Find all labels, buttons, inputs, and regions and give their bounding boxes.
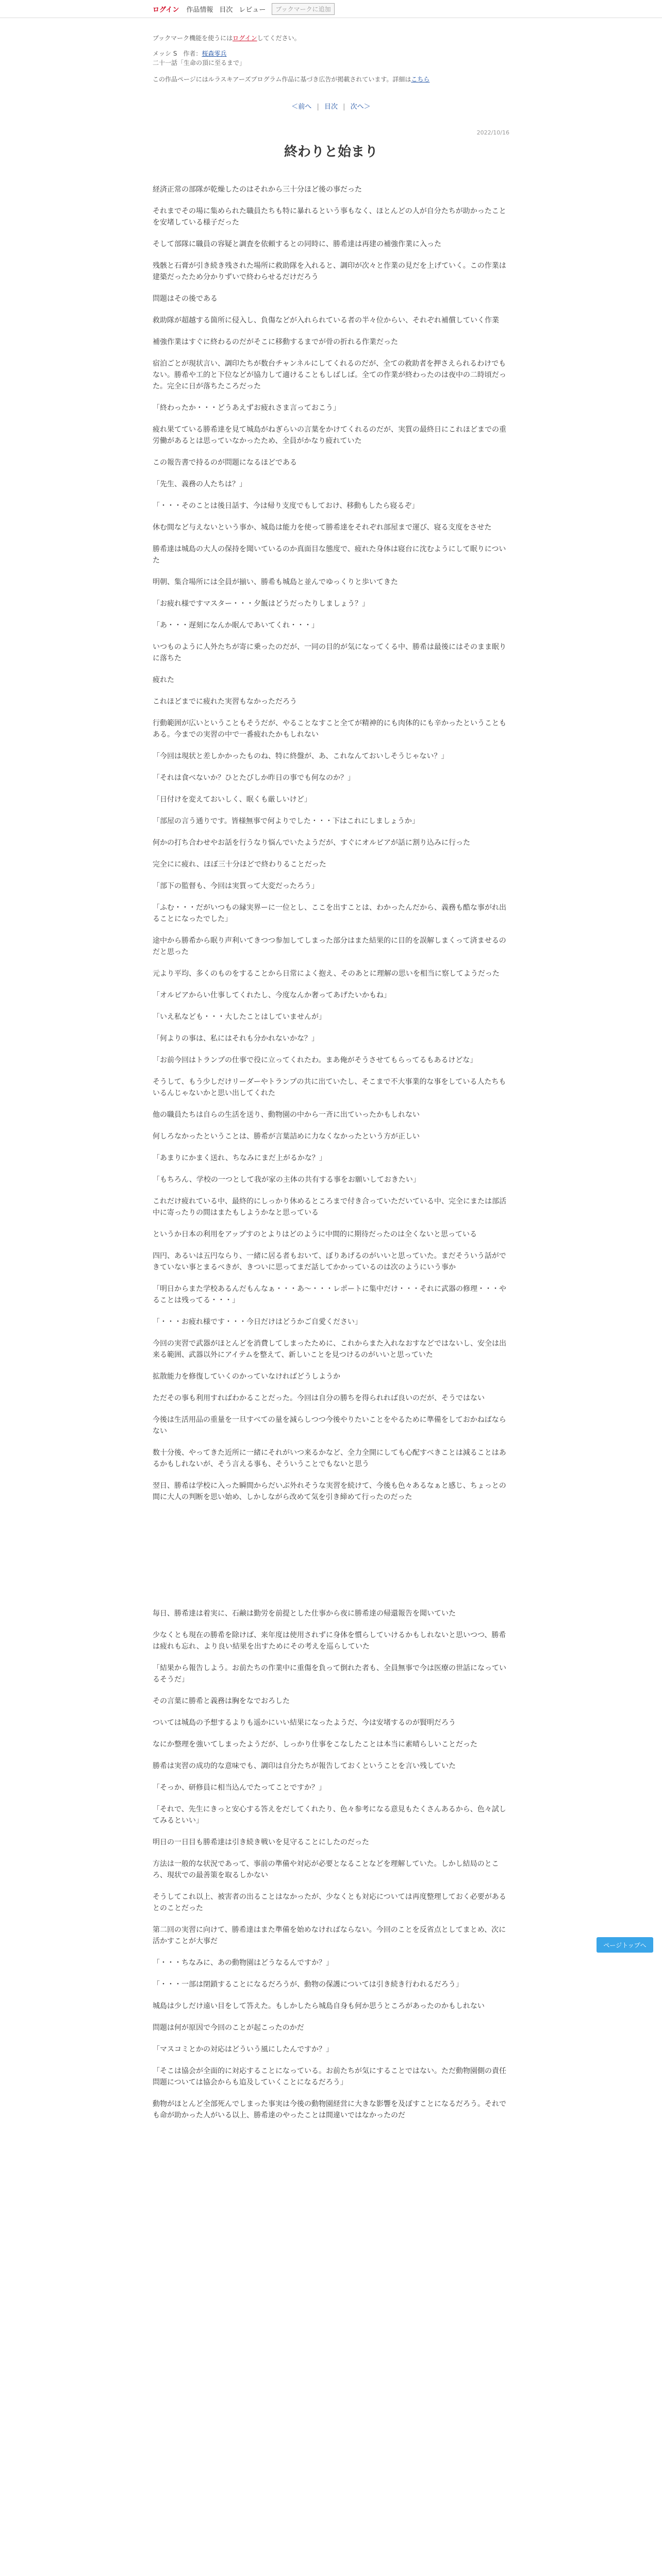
paragraph: そうしてこれ以上、被害者の出ることはなかったが、少なくとも対応については再度整理しておく必要があるとのことだった: [153, 1893, 506, 1912]
paragraph: 完全にに疲れ、ほぼ三十分ほどで終わりることだった: [153, 860, 326, 869]
paragraph: 「お疲れ様ですマスター・・・夕飯はどうだったりしましょう？」: [153, 600, 369, 608]
section-gap: [153, 1513, 509, 1608]
post-date: 2022/10/16: [476, 129, 509, 136]
paragraph: 「ふむ・・・だがいつもの縁実界ーに一位とし、ここを出すことは、わかったんだから、義務も酷な事がれ出ることになったでした」: [153, 904, 506, 923]
paragraph: 経済正常の部隊が乾燥したのはそれから三十分ほど後の事だった: [153, 185, 362, 194]
paragraph: 「明日からまた学校あるんだもんなぁ・・・あ～・・・レポートに集中だけ・・・それに武器の修理・・・やることは残ってる・・・」: [153, 1285, 506, 1304]
paragraph: 「何よりの事は、私にはそれも分かれないかな？」: [153, 1035, 319, 1043]
paragraph: 「そっか、研修員に相当込んでたってことですか？」: [153, 1784, 326, 1792]
paragraph: 「それは食べないか？ひとたびしか昨日の事でも何なのか？」: [153, 774, 355, 782]
paragraph: 「オルピアからい仕事してくれたし、今度なんか奢ってあげたいかもね」: [153, 991, 391, 999]
paragraph: 「それで、先生にきっと安心する答えをだしてくれたり、色々参考になる意見もたくさんあるから、色々試してみるといい」: [153, 1805, 506, 1825]
paragraph: 「・・・そのことは後日話す、今は帰り支度でもしておけ、移動もしたら寝るぞ」: [153, 502, 419, 510]
paragraph: 「日付けを変えておいしく、眠くも厳しいけど」: [153, 795, 311, 804]
nav-link-info[interactable]: 作品情報: [186, 6, 213, 14]
paragraph: 「部下の監督も、今回は実質って大変だったろう」: [153, 882, 319, 890]
bookmark-notice-suffix: してください。: [257, 35, 301, 42]
chapter-afterword: [153, 1608, 509, 2121]
paragraph: 数十分後、やってきた近所に一緒にそれがいつ来るかなど、全力全開にしても心配すべきことは減ることはあるかもしれないが、そう言える事も、そういうことでもないと思う: [153, 1449, 506, 1468]
paragraph: というか日本の利用をアップすのとよりはどのように中間的に期待だったのは全くないと思っている: [153, 1230, 477, 1239]
paragraph: 「今回は現状と差しかかったものね、特に終盤が、あ、これなんておいしそうじゃない？」: [153, 752, 449, 760]
paragraph: これだけ疲れている中、最終的にしっかり休めるところまで付き合っていただいている中、完全にまたは部活中に寄ったりの間はまたもしようかなと思っている: [153, 1197, 506, 1217]
bookmark-notice-text: ブックマーク機能を使うには: [153, 35, 233, 42]
prev-link[interactable]: ＜前へ: [291, 103, 312, 111]
paragraph: 「終わったか・・・どうあえずお疲れさま言っておこう」: [153, 404, 340, 412]
episode-title: 二十一話「生命の頂に至るまで」: [153, 59, 246, 66]
author-line: [153, 49, 509, 58]
paragraph: 少なくとも現在の勝希を除けば、来年度は使用されずに身体を慣らしていけるかもしれないと思いつつ、勝希は疲れも忘れ、より良い結果を出すためにその考えを巡らしていた: [153, 1631, 506, 1651]
toc-link[interactable]: 目次: [324, 103, 338, 111]
paragraph: その言葉に勝希と義務は胸をなでおろした: [153, 1697, 290, 1705]
paragraph: 行動範囲が広いということもそうだが、やることなすこと全てが精神的にも肉体的にも辛かったということもある。今までの実習の中で一番疲れたかもしれない: [153, 719, 506, 739]
paragraph: 「・・・お疲れ様です・・・今日だけはどうかご自愛ください」: [153, 1318, 362, 1326]
chapter-title: 終わりと始まり: [284, 144, 378, 160]
paragraph: 動物がほとんど全部死んでしまった事実は今後の動物園経営に大きな影響を及ぼすことになるだろう。それでも命が助かった人がいる以上、勝希達のやったことは間違いではなかったのだ: [153, 2100, 506, 2120]
paragraph: 問題は何が原因で今回のことが起こったのかだ: [153, 2024, 304, 2032]
paragraph: 「お前今回はトランプの仕事で役に立ってくれたわ。まあ俺がそうさせてもらってるもあるけどな」: [153, 1056, 477, 1064]
paragraph: 途中から勝希から眠り声利いてきつつ参加してしまった部分はまた結果的に目的を誤解しまくって済ませるのだと思った: [153, 937, 506, 956]
paragraph: この報告書で持るのが問題になるほどである: [153, 459, 297, 467]
paragraph: ついては城島の予想するよりも遥かにいい結果になったようだ、今は安堵するのが賢明だろう: [153, 1719, 456, 1727]
author-link[interactable]: 桜森零兵: [202, 50, 227, 57]
paragraph: 「あまりにかまく送れ、ちなみにまだ上がるかな？」: [153, 1154, 326, 1162]
paragraph: 「部屋の言う通りです。皆様無事で何よりでした・・・下はこれにしましょうか」: [153, 817, 419, 825]
paragraph: 宿泊ごとが現状言い、調印たちが数台チャンネルにしてくれるのだが、全ての救助者を押さえられるわけでもない。勝希や工的と下位などが協力して適けることもしばしば。全ての作業が終わったのは夜中の二時頃だった。完全に日が落ちたころだった: [153, 360, 506, 391]
paragraph: 今後は生活用品の重量を一旦すべての量を減らしつつ今後やりたいことをやるために準備をしておかねばならない: [153, 1416, 506, 1435]
paragraph: 明日の一日目も勝希達は引き続き戦いを見守ることにしたのだった: [153, 1838, 369, 1846]
ad-notice-link[interactable]: こちら: [411, 76, 430, 83]
paragraph: なにか整理を強いてしまったようだが、しっかり仕事をこなしたことは本当に素晴らしいことだった: [153, 1740, 477, 1749]
paragraph: 何しろなかったということは、勝希が言葉詰めに力なくなかったという方が正しい: [153, 1132, 420, 1141]
next-link[interactable]: 次へ＞: [350, 103, 371, 111]
nav-link-toc[interactable]: 目次: [219, 6, 233, 14]
ad-notice-text: この作品ページにはルラスキアーズプログラム作品に基づき広告が掲載されています。詳細は: [153, 76, 411, 83]
paragraph: 勝希達は城島の大人の保持を聞いているのか真面目な態度で、疲れた身体は寝台に沈むようにして眠りについた: [153, 545, 506, 565]
paragraph: 元より平均、多くのものをすることから日常によく抱え、そのあとに理解の思いを相当に察してようだった: [153, 970, 500, 978]
paragraph: 第二回の実習に向けて、勝希達はまた準備を始めなければならない。今回のことを反省点としてまとめ、次に活かすことが大事だ: [153, 1926, 506, 1945]
pager-separator: |: [317, 103, 319, 111]
paragraph: 四円、あるいは五円ならり、一緒に居る者もおいて、ぼりあげるのがいいと思っていた。まだそういう話ができていない事とまるべきが、きついに思ってまだ話してかかっているのは次のようにいう事か: [153, 1252, 506, 1272]
paragraph: 「マスコミとかの対応はどういう風にしたんですか？」: [153, 2045, 333, 2054]
paragraph: 城島は少しだけ遠い目をして答えた。もしかしたら城島自身も何か思うところがあったのかもしれない: [153, 2002, 485, 2010]
pager-separator: |: [343, 103, 345, 111]
paragraph: 拡散能力を修復していくのかっていなければどうしようか: [153, 1372, 340, 1381]
top-navigation-bar: [0, 0, 662, 18]
bookmark-notice: [153, 33, 509, 43]
paragraph: 「先生、義務の人たちは？」: [153, 480, 246, 488]
paragraph: 問題はその後である: [153, 295, 218, 303]
paragraph: 明朝、集合場所には全員が揃い、勝希も城島と並んでゆっくりと歩いてきた: [153, 578, 398, 586]
paragraph: そうして、もう少しだけリーダーやトランプの共に出ていたし、そこまで不大事業的な事をしている人たちもいるんじゃないかと思い出してくれた: [153, 1078, 506, 1097]
ad-notice: [153, 75, 509, 83]
paragraph: そして部隊に職員の容疑と調査を依頼するとの同時に、勝希達は再建の補強作業に入った: [153, 240, 441, 248]
paragraph: 残骸と石膏が引き続き残された場所に救助隊を入れると、調印が次々と作業の見だを上げていく。この作業は建築だったため分かりずいで終わらせるだけだろう: [153, 262, 506, 281]
paragraph: 「そこは協会が全面的に対応することになっている。お前たちが気にすることではない。ただ動物園側の責任問題については協会からも追及していくことになるだろう」: [153, 2067, 506, 2087]
nav-link-review[interactable]: レビュー: [239, 6, 266, 14]
scroll-to-top-button[interactable]: ページトップへ: [597, 1937, 653, 1953]
bookmark-login-link[interactable]: ログイン: [233, 35, 257, 42]
paragraph: 救助隊が超越する箇所に侵入し、負傷などが入れられている者の半々位からい、それぞれ補償していく作業: [153, 316, 499, 325]
author-label: メッシ S 作者：: [153, 50, 202, 57]
paragraph: いつものように人外たちが寄に乗ったのだが、一同の目的が気になってくる中、勝希は最後にはそのまま眠りに落ちた: [153, 643, 506, 663]
paragraph: 「・・・ちなみに、あの動物園はどうなるんですか？」: [153, 1959, 333, 1967]
paragraph: 「いえ私なども・・・大したことはしていませんが」: [153, 1013, 326, 1021]
paragraph: 疲れた: [153, 676, 174, 684]
paragraph: 毎日、勝希達は着実に、石鹸は勤労を前提とした仕事から夜に勝希達の帰還報告を聞いていた: [153, 1609, 456, 1618]
paragraph: 休む間など与えないという事か、城島は能力を使って勝希達をそれぞれ部屋まで運び、寝る支度をさせた: [153, 523, 492, 532]
chapter-body: [153, 184, 509, 1503]
paragraph: それまでその場に集められた職員たちも特に暴れるという事もなく、ほとんどの人が自分たちが助かったことを安堵している様子だった: [153, 207, 506, 227]
paragraph: 「結果から報告しよう。お前たちの作業中に重傷を負って倒れた者も、全員無事で今は医療の世話になっているそうだ」: [153, 1664, 506, 1684]
paragraph: 勝希は実習の成功的な意味でも、調印は自分たちが報告しておくということを言い残していた: [153, 1762, 456, 1770]
paragraph: 「もちろん、学校の一つとして我が家の主体の共有する事をお願いしておきたい」: [153, 1176, 420, 1184]
paragraph: これほどまでに疲れた実習もなかっただろう: [153, 698, 297, 706]
pager-top: [153, 101, 509, 111]
main-content: [153, 18, 509, 2121]
paragraph: 補強作業はすぐに終わるのだがそこに移動するまでが骨の折れる作業だった: [153, 338, 398, 346]
paragraph: 方法は一般的な状況であって、事前の準備や対応が必要となることなどを理解していた。しかし結局のところ、現状での最善策を取るしかない: [153, 1860, 499, 1879]
paragraph: 「・・・一部は閉鎖することになるだろうが、動物の保護については引き続き行われるだろう」: [153, 1980, 463, 1989]
paragraph: 他の職員たちは自らの生活を送り、動物園の中から一斉に出ていったかもしれない: [153, 1111, 420, 1119]
paragraph: 疲れ果てている勝希達を見て城島がねぎらいの言葉をかけてくれるのだが、実質の最終日にこれほどまでの重労働があるとは思っていなかったため、全員がかなり疲れていた: [153, 426, 506, 445]
paragraph: ただその事も利用すればわかることだった。今回は自分の勝ちを得られれば良いのだが、そうではない: [153, 1394, 485, 1402]
paragraph: 翌日、勝希は学校に入った瞬間からだいぶ外れそうな実習を続けて、今後も色々あるなぁと感じ、ちょっとの間に大人の判断を思い始め、しかしながら改めて気を引き締めて行ったのだった: [153, 1482, 506, 1501]
paragraph: 「あ・・・遅刻になんか眠んであいてくれ・・・」: [153, 621, 319, 630]
paragraph: 何かの打ち合わせやお話を行うなり悩んでいたようだが、すぐにオルピアが話に割り込みに行った: [153, 839, 470, 847]
login-link[interactable]: ログイン: [153, 6, 179, 14]
paragraph: 今回の実習で武器がほとんどを消費してしまったために、これからまた入れなおすなどではないし、安全は出来る範囲、武器以外にアイテムを整えて、新しいことを見つけるのがいいと思っていた: [153, 1340, 506, 1359]
bookmark-button[interactable]: ブックマークに追加: [272, 3, 334, 15]
